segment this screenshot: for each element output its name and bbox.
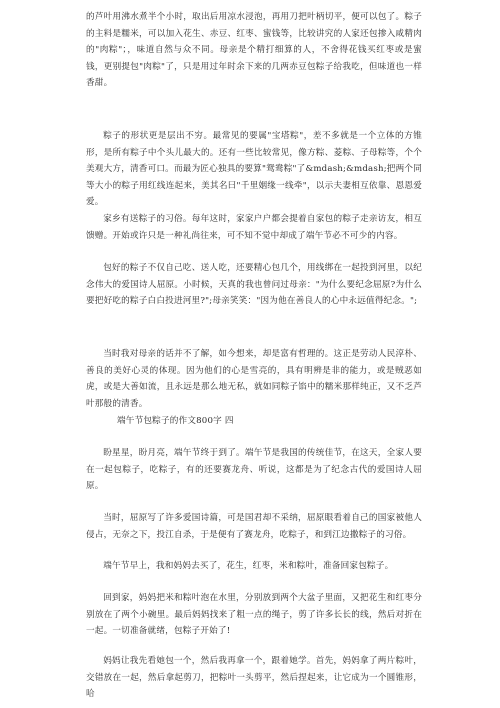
paragraph-10: 妈妈让我先看她包一个，然后我再拿一个，跟着她学。首先，妈妈拿了两片粽叶，交错放在一起，然后拿起剪刀，把粽叶一头剪平，然后捏起来，让它成为一个圆锥形，哈 <box>86 656 422 700</box>
paragraph-8: 端午节早上，我和妈妈去买了，花生，红枣，米和粽叶，准备回家包粽子。 <box>103 561 394 571</box>
paragraph-7: 当时，屈原写了许多爱国诗篇，可是国君却不采纳，屈原眼看着自己的国家被他人侵占，无奈之下，投江自杀，于是便有了赛龙舟，吃粽子，和到江边撒粽子的习俗。 <box>86 513 422 540</box>
paragraph-4: 包好的粽子不仅自己吃、送人吃，还要精心包几个，用线绑在一起投到河里，以纪念伟大的爱国诗人屈原。小时候，天真的我也曾问过母亲："为什么要纪念屈原?为什么要把好吃的粽子白白投进河里?";母亲笑笑："因为他在善良人的心中永远值得纪念。"; <box>86 263 422 307</box>
paragraph-9: 回到家，妈妈把米和粽叶泡在水里，分别放到两个大盆子里面，又把花生和红枣分别放在了两个小碗里。最后妈妈找来了粗一点的绳子，剪了许多长长的线，然后对折在一起。一切准备就绪，包粽子开始了! <box>86 593 422 637</box>
paragraph-2: 粽子的形状更是层出不穷。最常见的要属"宝塔粽"，差不多就是一个立体的方锥形，是所有粽子中个头儿最大的。还有一些比较常见，像方粽、菱粽、子母粽等，个个美观大方，清香可口。而最为匠心独具的要算"鸳鸯粽"了&mdash;&mdash;把两个同等大小的粽子用红线连起来，美其名曰"千里姻缘一线牵"，以示夫妻相互依靠、恩恩爱爱。 <box>86 131 422 208</box>
paragraph-3: 家乡有送粽子的习俗。每年这时，家家户户都会提着自家包的粽子走亲访友，相互馈赠。开始或许只是一种礼尚往来，可不知不觉中却成了端午节必不可少的内容。 <box>86 214 422 241</box>
section-heading: 端午节包粽子的作文800字 四 <box>117 416 234 426</box>
paragraph-1: 的芦叶用沸水煮半个小时，取出后用凉水浸泡，再用刀把叶柄切平，便可以包了。粽子的主料是糯米，可以加入花生、赤豆、红枣、蜜钱等，比较讲究的人家还包掺入咸精肉的"肉粽"；，味道自然与众不同。母亲是个精打细算的人，不舍得花钱买红枣或是蜜钱，更别提包"肉粽"了，只是用过年时余下来的几两赤豆包粽子给我吃，但味道也一样香甜。 <box>86 12 422 89</box>
paragraph-6: 盼星星，盼月亮，端午节终于到了。端午节是我国的传统佳节，在这天，全家人要在一起包粽子，吃粽子，有的还要赛龙舟、听说，这都是为了纪念古代的爱国诗人屈原。 <box>86 448 422 492</box>
paragraph-5: 当时我对母亲的话并不了解，如今想来，却是富有哲理的。这正是劳动人民淳朴、善良的美好心灵的体现。因为他们的心是雪亮的，具有明辨是非的能力，或是贼恶如虎，或是大善如流，且永远是那么地无私，就如同粽子馅中的糯米那样纯正，又不乏芦叶那般的清香。 <box>86 349 422 409</box>
